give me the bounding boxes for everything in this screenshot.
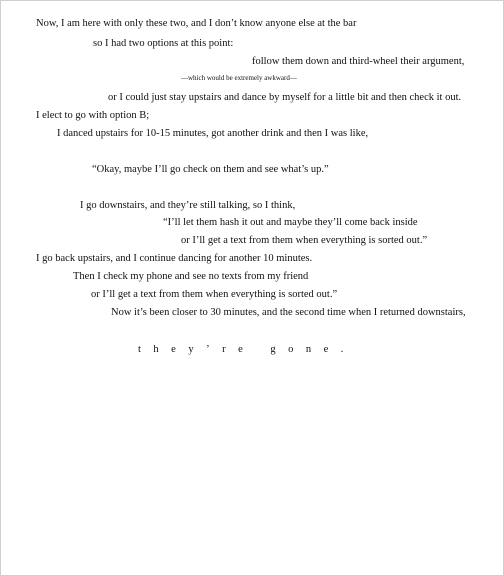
poem-line-16: they’re gone. [138,344,356,355]
poem-line-14: or I’ll get a text from them when everything is sorted out.” [91,289,338,300]
poem-line-15: Now it’s been closer to 30 minutes, and the second time when I returned downstairs, [111,307,466,318]
poem-line-13: Then I check my phone and see no texts from my friend [73,271,309,282]
poem-line-12: I go back upstairs, and I continue dancing for another 10 minutes. [36,253,313,264]
poem-line-10: “I’ll let them hash it out and maybe they’ll come back inside [163,217,418,228]
poem-line-7: I danced upstairs for 10-15 minutes, got another drink and then I was like, [57,128,369,139]
poem-line-8: “Okay, maybe I’ll go check on them and see what’s up.” [92,164,329,175]
poem-line-11: or I’ll get a text from them when everything is sorted out.” [181,235,428,246]
poem-line-1: Now, I am here with only these two, and I don’t know anyone else at the bar [36,18,357,29]
poem-line-3: follow them down and third-wheel their argument, [252,56,465,67]
poem-line-5: or I could just stay upstairs and dance by myself for a little bit and then check it out. [108,92,462,103]
poem-line-6: I elect to go with option B; [36,110,150,121]
poem-line-9: I go downstairs, and they’re still talking, so I think, [80,200,296,211]
poem-line-4: —which would be extremely awkward— [181,74,297,82]
poem-line-2: so I had two options at this point: [93,38,234,49]
